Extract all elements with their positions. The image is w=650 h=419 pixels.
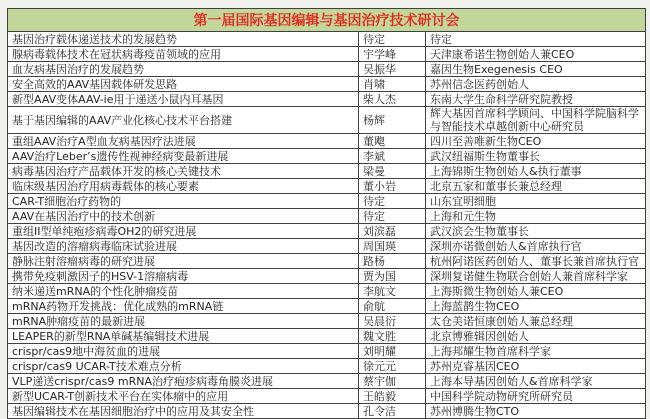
speaker-cell: 刘滨磊	[359, 224, 426, 239]
affiliation-cell: 上海蓝鹊生物CEO	[426, 299, 646, 314]
affiliation-cell: 辉大基因首席科学顾问、中国科学院脑科学与智能技术卓越创新中心研究员	[426, 107, 646, 134]
speaker-cell: 蔡宇伽	[359, 374, 426, 389]
affiliation-cell: 嘉因生物Exegenesis CEO	[426, 62, 646, 77]
affiliation-cell: 待定	[426, 32, 646, 47]
topic-cell: 基于基因编辑的AAV产业化核心技术平台搭建	[8, 107, 359, 134]
topic-cell: 腺病毒载体技术在冠状病毒疫苗领域的应用	[8, 47, 359, 62]
affiliation-cell: 深圳亦诺微创始人&首席执行官	[426, 239, 646, 254]
topic-cell: crispr/cas9 UCAR-T技术难点分析	[8, 359, 359, 374]
affiliation-cell: 天津康希诺生物创始人兼CEO	[426, 47, 646, 62]
affiliation-cell: 四川至善唯新生物CEO	[426, 134, 646, 149]
table-row	[8, 254, 646, 269]
speaker-cell: 杨辉	[359, 107, 426, 134]
table-row	[8, 164, 646, 179]
table-row	[8, 269, 646, 284]
affiliation-cell: 东南大学生命科学研究院教授	[426, 92, 646, 107]
speaker-cell: 王皓毅	[359, 389, 426, 404]
speaker-cell: 吴振华	[359, 62, 426, 77]
table-row	[8, 359, 646, 374]
affiliation-cell: 杭州阿诺医药创始人、董事长兼首席执行官	[426, 254, 646, 269]
table-row	[8, 107, 646, 134]
speaker-cell: 宇学峰	[359, 47, 426, 62]
speaker-cell: 柴人杰	[359, 92, 426, 107]
table-row	[8, 62, 646, 77]
speaker-cell: 董小岩	[359, 179, 426, 194]
topic-cell: 纳米递送mRNA的个性化肿瘤疫苗	[8, 284, 359, 299]
topic-cell: CAR-T细胞治疗药物的	[8, 194, 359, 209]
table-row	[8, 92, 646, 107]
speaker-cell: 刘明耀	[359, 344, 426, 359]
affiliation-cell: 上海本导基因创始人&首席科学家	[426, 374, 646, 389]
topic-cell: AAV在基因治疗中的技术创新	[8, 209, 359, 224]
topic-cell: 血友病基因治疗的发展趋势	[8, 62, 359, 77]
speaker-cell: 路杨	[359, 254, 426, 269]
affiliation-cell: 苏州信念医药创始人	[426, 77, 646, 92]
topic-cell: 携带免疫刺激因子的HSV-1溶瘤病毒	[8, 269, 359, 284]
affiliation-cell: 上海锦斯生物创始人&执行董事	[426, 164, 646, 179]
topic-cell: 新型UCAR-T创新技术平台在实体瘤中的应用	[8, 389, 359, 404]
table-row	[8, 374, 646, 389]
speaker-cell: 李斌	[359, 149, 426, 164]
table-row	[8, 344, 646, 359]
speaker-cell: 孔令洁	[359, 404, 426, 419]
topic-cell: crispr/cas9地中海贫血的进展	[8, 344, 359, 359]
topic-cell: AAV治疗Leber’s遗传性视神经病变最新进展	[8, 149, 359, 164]
affiliation-cell: 北京博雅辑因创始人	[426, 329, 646, 344]
affiliation-cell: 太仓美诺恒康创始人兼总经理	[426, 314, 646, 329]
affiliation-cell: 中国科学院动物研究所研究员	[426, 389, 646, 404]
affiliation-cell: 苏州博腾生物CTO	[426, 404, 646, 419]
speaker-cell: 待定	[359, 194, 426, 209]
speaker-cell: 徐元元	[359, 359, 426, 374]
table-row	[8, 47, 646, 62]
topic-cell: 重组AAV治疗A型血友病基因疗法进展	[8, 134, 359, 149]
affiliation-cell: 深圳复诺健生物联合创始人兼首席科学家	[426, 269, 646, 284]
table-row	[8, 77, 646, 92]
speaker-cell: 董飑	[359, 134, 426, 149]
topic-cell: 安全高效的AAV基因载体研发思路	[8, 77, 359, 92]
affiliation-cell: 北京五家和董事长兼总经理	[426, 179, 646, 194]
title-row	[8, 9, 646, 32]
table-row	[8, 299, 646, 314]
affiliation-cell: 山东宜明细胞	[426, 194, 646, 209]
topic-cell: 临床级基因治疗用病毒载体的核心要素	[8, 179, 359, 194]
speaker-cell: 贾为国	[359, 269, 426, 284]
page-title: 第一届国际基因编辑与基因治疗技术研讨会	[8, 9, 646, 32]
speaker-cell: 肖啸	[359, 77, 426, 92]
table-row	[8, 134, 646, 149]
table-row	[8, 314, 646, 329]
table-row	[8, 284, 646, 299]
speaker-cell: 李航文	[359, 284, 426, 299]
speaker-cell: 俞航	[359, 299, 426, 314]
affiliation-cell: 苏州克睿基因CEO	[426, 359, 646, 374]
affiliation-cell: 上海邦耀生物首席科学家	[426, 344, 646, 359]
table-row	[8, 179, 646, 194]
topic-cell: 新型AAV变体AAV-ie用于递送小鼠内耳基因	[8, 92, 359, 107]
affiliation-cell: 上海和元生物	[426, 209, 646, 224]
affiliation-cell: 武汉纽福斯生物董事长	[426, 149, 646, 164]
topic-cell: VLP递送crispr/cas9 mRNA治疗疱疹病毒角膜炎进展	[8, 374, 359, 389]
symposium-schedule	[7, 8, 645, 419]
table-row	[8, 389, 646, 404]
table-row	[8, 224, 646, 239]
speaker-cell: 梁曼	[359, 164, 426, 179]
topic-cell: 基因编辑技术在基因细胞治疗中的应用及其安全性	[8, 404, 359, 419]
symposium-schedule-table	[7, 8, 646, 419]
topic-cell: mRNA药物开发挑战：优化成熟的mRNA链	[8, 299, 359, 314]
speaker-cell: 吴晨衍	[359, 314, 426, 329]
topic-cell: 基因改造的溶瘤病毒临床试验进展	[8, 239, 359, 254]
table-row	[8, 194, 646, 209]
topic-cell: mRNA肿瘤疫苗的最新进展	[8, 314, 359, 329]
table-row	[8, 329, 646, 344]
affiliation-cell: 上海斯微生物创始人兼CEO	[426, 284, 646, 299]
topic-cell: 病毒基因治疗产品载体开发的核心关键技术	[8, 164, 359, 179]
table-row	[8, 32, 646, 47]
speaker-cell: 魏文胜	[359, 329, 426, 344]
table-row	[8, 239, 646, 254]
topic-cell: LEAPER的新型RNA单碱基编辑技术进展	[8, 329, 359, 344]
speaker-cell: 待定	[359, 209, 426, 224]
schedule-table-body	[8, 32, 646, 419]
affiliation-cell: 武汉滨会生物董事长	[426, 224, 646, 239]
table-row	[8, 209, 646, 224]
speaker-cell: 周国瑛	[359, 239, 426, 254]
topic-cell: 静脉注射溶瘤病毒的研究进展	[8, 254, 359, 269]
topic-cell: 重组II型单纯疱疹病毒OH2的研究进展	[8, 224, 359, 239]
speaker-cell: 待定	[359, 32, 426, 47]
table-row	[8, 149, 646, 164]
topic-cell: 基因治疗载体递送技术的发展趋势	[8, 32, 359, 47]
